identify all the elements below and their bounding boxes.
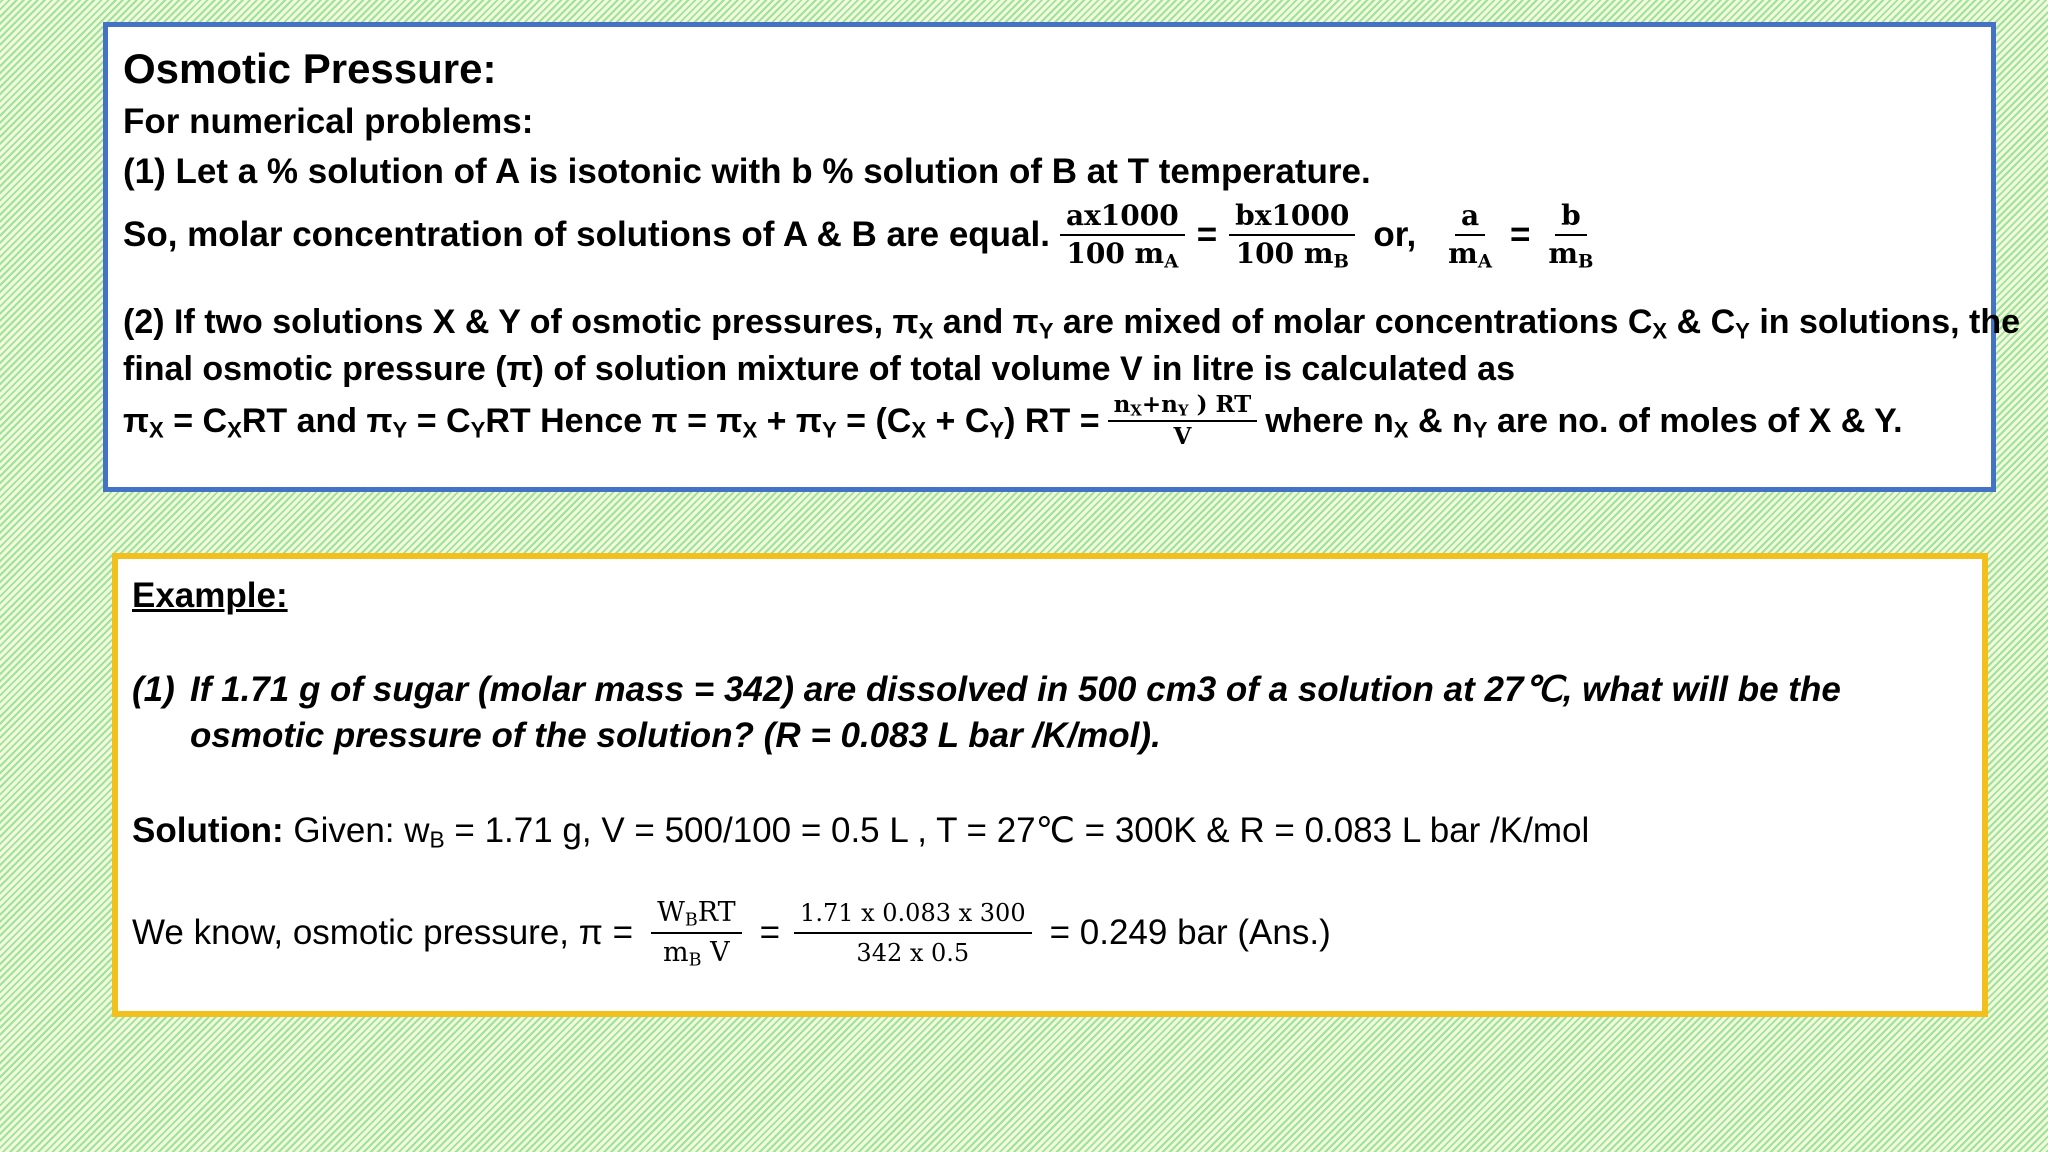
we-know-text: We know, osmotic pressure, π = [132, 913, 634, 952]
calc-equals-sign: = [759, 913, 781, 952]
question-text: If 1.71 g of sugar (molar mass = 342) are dissolved in 500 cm3 of a solution at 27℃, what will be the osmotic pressure of the solution? (R = 0.083 L bar /K/mol). [190, 670, 1841, 755]
example-panel [112, 553, 1988, 1017]
point-1-text: (1) Let a % solution of A is isotonic with b % solution of B at T temperature. [123, 152, 1371, 191]
fraction-ax1000 [1060, 199, 1185, 271]
fraction-wbrt-over-mbv [651, 895, 742, 971]
fraction-b-numerator: b [1555, 199, 1587, 236]
fraction-moles-rt-over-v [1108, 391, 1258, 451]
slide-title: Osmotic Pressure: [123, 45, 497, 92]
solution-given: Solution: Given: $w_B = 1.71$ g, V = 500/100 = 0.5 L , T = 27℃ = 300K & R = 0.083 L bar /K/mol [132, 811, 1590, 853]
or-text: or, [1373, 215, 1417, 254]
fraction-bx1000-numerator: bx1000 [1229, 199, 1355, 236]
fraction-bx1000-denominator: 100 $m_B$ [1235, 237, 1349, 273]
fraction-ax1000-denominator: 100 $m_A$ [1066, 237, 1179, 273]
point-1-line2: So, molar concentration of solutions of A & B are equal. [123, 215, 1050, 254]
mixture-equation [123, 391, 1991, 451]
example-heading: Example: [132, 576, 288, 615]
answer-text: = 0.249 bar (Ans.) [1049, 913, 1331, 952]
fraction-numeric-denominator: 342 x 0.5 [856, 939, 970, 967]
fraction-wbrt-numerator: $W_BRT$ [651, 895, 742, 934]
fraction-a-denominator: $m_A$ [1448, 237, 1492, 273]
point-1-equation-row [123, 199, 1991, 271]
theory-panel [103, 22, 2021, 492]
fraction-a-over-ma [1442, 199, 1498, 271]
fraction-b-over-mb [1542, 199, 1599, 271]
point-2-line2: final osmotic pressure (π) of solution mixture of total volume V in litre is calculated as [123, 350, 1515, 388]
equals-sign-2: = [1509, 215, 1531, 254]
equals-sign: = [1196, 215, 1218, 254]
fraction-mbv-denominator: $m_B$ V [663, 937, 730, 971]
question-number: (1) [132, 670, 175, 709]
fraction-bx1000 [1229, 199, 1355, 271]
fraction-moles-numerator: $n_X+n_Y$ ) RT [1108, 391, 1258, 422]
fraction-moles-denominator: V [1173, 423, 1192, 450]
osmotic-pressure-calculation [132, 895, 1982, 971]
fraction-numeric-numerator: 1.71 x 0.083 x 300 [794, 895, 1032, 934]
fraction-ax1000-numerator: ax1000 [1060, 199, 1185, 236]
point-2-text: (2) If two solutions X & Y of osmotic pressures, $\pi_X$ and $\pi_Y$ are mixed of molar concentrations $C_X$ & $C_Y$ in solutions, the [123, 303, 2021, 344]
example-question [132, 667, 1982, 759]
fraction-numeric [794, 895, 1032, 971]
equation-left: $\pi_X = C_XRT$ and $\pi_Y = C_YRT$ Hence $\pi = \pi_X + \pi_Y = (C_X + C_Y)$ RT = [123, 402, 1100, 443]
subtitle: For numerical problems: [123, 102, 534, 141]
fraction-a-numerator: a [1455, 199, 1485, 236]
fraction-b-denominator: $m_B$ [1548, 237, 1594, 273]
solution-label: Solution: [132, 811, 284, 850]
equation-right: where $n_X$ & $n_Y$ are no. of moles of X & Y. [1265, 402, 1903, 443]
